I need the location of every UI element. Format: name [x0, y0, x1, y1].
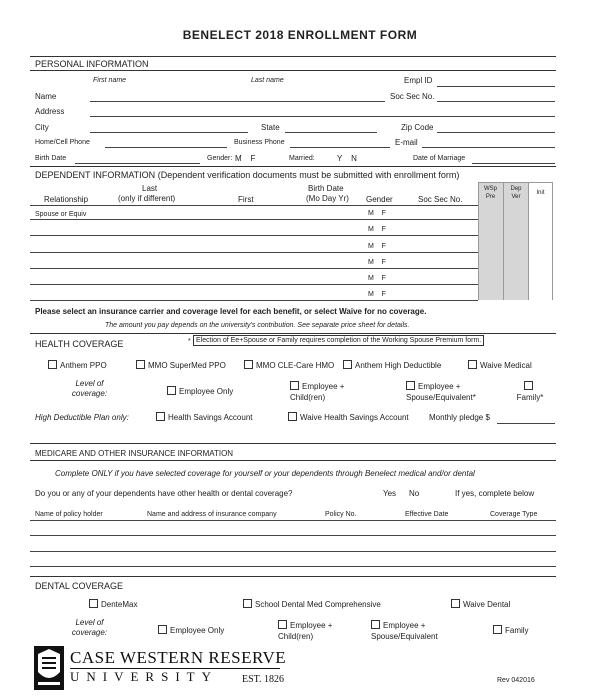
health-level-employee-only[interactable]	[167, 386, 233, 396]
row-gender[interactable]: M F	[368, 291, 386, 298]
dependent-row-1-label: Spouse or Equiv	[35, 211, 87, 218]
medicare-no[interactable]: No	[409, 489, 420, 498]
row-gender[interactable]: M F	[368, 226, 386, 233]
col-relationship: Relationship	[44, 195, 89, 204]
university-logo	[34, 644, 287, 692]
state-label: State	[261, 123, 280, 132]
level-label: Employee Only	[170, 626, 225, 635]
col-first: First	[238, 195, 254, 204]
checkbox-icon[interactable]	[89, 599, 98, 608]
level-label: Employee + Spouse/Equivalent*	[406, 382, 476, 402]
health-note: Election of Ee+Spouse or Family requires completion of the Working Spouse Premium form.	[193, 335, 484, 346]
checkbox-icon[interactable]	[167, 386, 176, 395]
logo-line-1: CASE WESTERN RESERVE	[70, 648, 287, 667]
checkbox-icon[interactable]	[493, 625, 502, 634]
logo-est: EST. 1826	[242, 674, 285, 685]
option-label: MMO CLE-Care HMO	[256, 361, 335, 370]
health-option-mmo-cle-care[interactable]	[244, 360, 334, 370]
home-phone-label: Home/Cell Phone	[35, 139, 90, 146]
health-level-employee-spouse[interactable]	[406, 381, 486, 403]
col-effective-date: Effective Date	[405, 511, 449, 518]
option-label: MMO SuperMed PPO	[148, 361, 226, 370]
col-last-sub: (only if different)	[118, 194, 176, 203]
checkbox-icon[interactable]	[278, 620, 287, 629]
instruction-line-1: Please select an insurance carrier and coverage level for each benefit, or select Waive for no coverage.	[35, 307, 427, 316]
checkbox-icon[interactable]	[156, 412, 165, 421]
dental-level-label: Level of coverage:	[71, 618, 108, 637]
checkbox-icon[interactable]	[136, 360, 145, 369]
form-title: BENELECT 2018 ENROLLMENT FORM	[182, 28, 418, 42]
address-field[interactable]	[90, 116, 555, 117]
col-gender: Gender	[366, 195, 393, 204]
checkbox-icon[interactable]	[288, 412, 297, 421]
health-level-label: Level of coverage:	[71, 379, 108, 398]
date-of-marriage-label: Date of Marriage	[413, 155, 466, 162]
medicare-question: Do you or any of your dependents have other health or dental coverage?	[35, 489, 293, 498]
col-divider	[552, 182, 553, 300]
gender-options[interactable]: M F	[235, 154, 256, 163]
empl-id-field[interactable]	[437, 86, 555, 87]
health-option-mmo-supermed[interactable]	[136, 360, 226, 370]
soc-sec-field[interactable]	[437, 101, 555, 102]
dependent-header: DEPENDENT INFORMATION	[35, 170, 156, 180]
medicare-if-yes: If yes, complete below	[455, 489, 535, 498]
option-label: Health Savings Account	[168, 413, 253, 422]
dependent-header-line	[30, 205, 478, 206]
business-phone-field[interactable]	[290, 147, 390, 148]
col-divider	[478, 182, 553, 183]
dental-option-dentemax[interactable]	[89, 599, 137, 609]
col-init: Init	[536, 190, 545, 196]
dental-option-waive[interactable]	[451, 599, 510, 609]
level-label: Employee + Child(ren)	[290, 382, 345, 402]
dental-level-employee-spouse[interactable]	[371, 620, 451, 642]
option-label: School Dental Med Comprehensive	[255, 600, 381, 609]
health-level-family[interactable]	[510, 381, 550, 403]
last-name-label: Last name	[251, 77, 284, 84]
zip-field[interactable]	[437, 132, 555, 133]
checkbox-icon[interactable]	[48, 360, 57, 369]
dependent-note: (Dependent verification documents must be submitted with enrollment form)	[157, 170, 460, 180]
divider	[30, 166, 556, 167]
logo-line-2: UNIVERSITY	[70, 669, 218, 684]
checkbox-icon[interactable]	[243, 599, 252, 608]
checkbox-icon[interactable]	[343, 360, 352, 369]
level-label: Employee + Child(ren)	[278, 621, 333, 641]
city-field[interactable]	[90, 132, 248, 133]
option-label: Anthem PPO	[60, 361, 107, 370]
checkbox-icon[interactable]	[451, 599, 460, 608]
divider	[30, 333, 556, 334]
row-gender[interactable]: M F	[368, 275, 386, 282]
checkbox-icon[interactable]	[468, 360, 477, 369]
col-dep: Dep	[510, 186, 522, 192]
divider	[30, 443, 556, 444]
option-label: Waive Dental	[463, 600, 511, 609]
birth-date-label: Birth Date	[35, 155, 67, 162]
col-last: Last	[142, 184, 158, 193]
level-label: Family*	[516, 393, 544, 402]
divider	[30, 460, 556, 461]
dental-option-comprehensive[interactable]	[243, 599, 381, 609]
health-note-star: *	[188, 338, 191, 345]
health-option-anthem-ppo[interactable]	[48, 360, 107, 370]
row-line	[30, 252, 478, 253]
hdp-label: High Deductible Plan only:	[35, 413, 129, 422]
col-birth: Birth Date	[308, 184, 344, 193]
medicare-note: Complete ONLY if you have selected coverage for yourself or your dependents through Benelect medical and/or dental	[55, 469, 475, 478]
waive-hsa-option[interactable]	[288, 412, 409, 422]
col-divider	[528, 182, 529, 300]
row-gender[interactable]: M F	[368, 243, 386, 250]
option-label: Anthem High Deductible	[355, 361, 442, 370]
checkbox-icon[interactable]	[244, 360, 253, 369]
checkbox-icon[interactable]	[524, 381, 533, 390]
health-option-waive[interactable]	[468, 360, 532, 370]
name-field[interactable]	[90, 101, 385, 102]
option-label: DenteMax	[101, 600, 138, 609]
pledge-label: Monthly pledge $	[429, 413, 490, 422]
divider	[30, 576, 556, 577]
married-label: Married:	[289, 155, 315, 162]
col-policy-holder: Name of policy holder	[35, 511, 103, 518]
col-policy-no: Policy No.	[325, 511, 357, 518]
name-label: Name	[35, 92, 57, 101]
soc-sec-label: Soc Sec No.	[390, 92, 435, 101]
checkbox-icon[interactable]	[158, 625, 167, 634]
row-line	[30, 284, 478, 285]
insurance-row[interactable]	[30, 520, 556, 521]
home-phone-field[interactable]	[105, 147, 227, 148]
revision-label: Rev 042016	[497, 677, 535, 684]
level-label: Family	[505, 626, 529, 635]
row-line	[30, 268, 478, 269]
row-gender[interactable]: M F	[368, 210, 386, 217]
row-line	[30, 235, 478, 236]
first-name-label: First name	[93, 77, 127, 84]
dental-level-family[interactable]	[493, 625, 529, 635]
date-of-marriage-field[interactable]	[472, 163, 555, 164]
col-coverage-type: Coverage Type	[490, 511, 538, 518]
address-label: Address	[35, 107, 65, 116]
zip-label: Zip Code	[401, 123, 434, 132]
section-header-health: HEALTH COVERAGE	[35, 339, 124, 349]
pledge-field[interactable]	[497, 423, 555, 424]
checkbox-icon[interactable]	[290, 381, 299, 390]
email-label: E-mail	[395, 138, 418, 147]
gender-label: Gender:	[207, 155, 233, 162]
row-gender[interactable]: M F	[368, 259, 386, 266]
section-header-dependent	[35, 170, 459, 180]
level-label: Employee Only	[179, 387, 234, 396]
section-header-personal: PERSONAL INFORMATION	[35, 59, 149, 69]
level-label: Employee + Spouse/Equivalent	[371, 621, 438, 641]
state-field[interactable]	[285, 132, 377, 133]
health-option-anthem-hd[interactable]	[343, 360, 441, 370]
insurance-row[interactable]	[30, 566, 556, 567]
section-header-medicare: MEDICARE AND OTHER INSURANCE INFORMATION	[35, 449, 234, 458]
divider	[30, 56, 556, 57]
checkbox-icon[interactable]	[406, 381, 415, 390]
health-level-employee-child[interactable]	[290, 381, 360, 403]
dental-level-employee-only[interactable]	[158, 625, 224, 635]
married-options[interactable]: Y N	[337, 154, 357, 163]
col-birth-sub: (Mo Day Yr)	[306, 194, 349, 203]
option-label: Waive Health Savings Account	[300, 413, 409, 422]
insurance-row[interactable]	[30, 551, 556, 552]
option-label: Waive Medical	[480, 361, 532, 370]
col-ssn: Soc Sec No.	[418, 195, 463, 204]
divider	[30, 70, 556, 71]
empl-id-label: Empl ID	[404, 76, 433, 85]
birth-date-field[interactable]	[75, 163, 200, 164]
university-seal-icon	[34, 646, 64, 690]
col-wsp: WSp	[483, 186, 497, 192]
instruction-line-2: The amount you pay depends on the university's contribution. See separate price sheet for details.	[105, 322, 410, 329]
col-pre: Pre	[485, 194, 496, 200]
col-ver: Ver	[511, 194, 521, 200]
business-phone-label: Business Phone	[234, 139, 285, 146]
city-label: City	[35, 123, 49, 132]
row-line	[30, 219, 478, 220]
insurance-row[interactable]	[30, 535, 556, 536]
checkbox-icon[interactable]	[371, 620, 380, 629]
col-insurance-company: Name and address of insurance company	[147, 511, 277, 518]
medicare-yes[interactable]: Yes	[383, 489, 397, 498]
section-header-dental: DENTAL COVERAGE	[35, 581, 124, 591]
email-field[interactable]	[422, 147, 555, 148]
hsa-option[interactable]	[156, 412, 253, 422]
dental-level-employee-child[interactable]	[278, 620, 348, 642]
row-line	[30, 300, 478, 301]
